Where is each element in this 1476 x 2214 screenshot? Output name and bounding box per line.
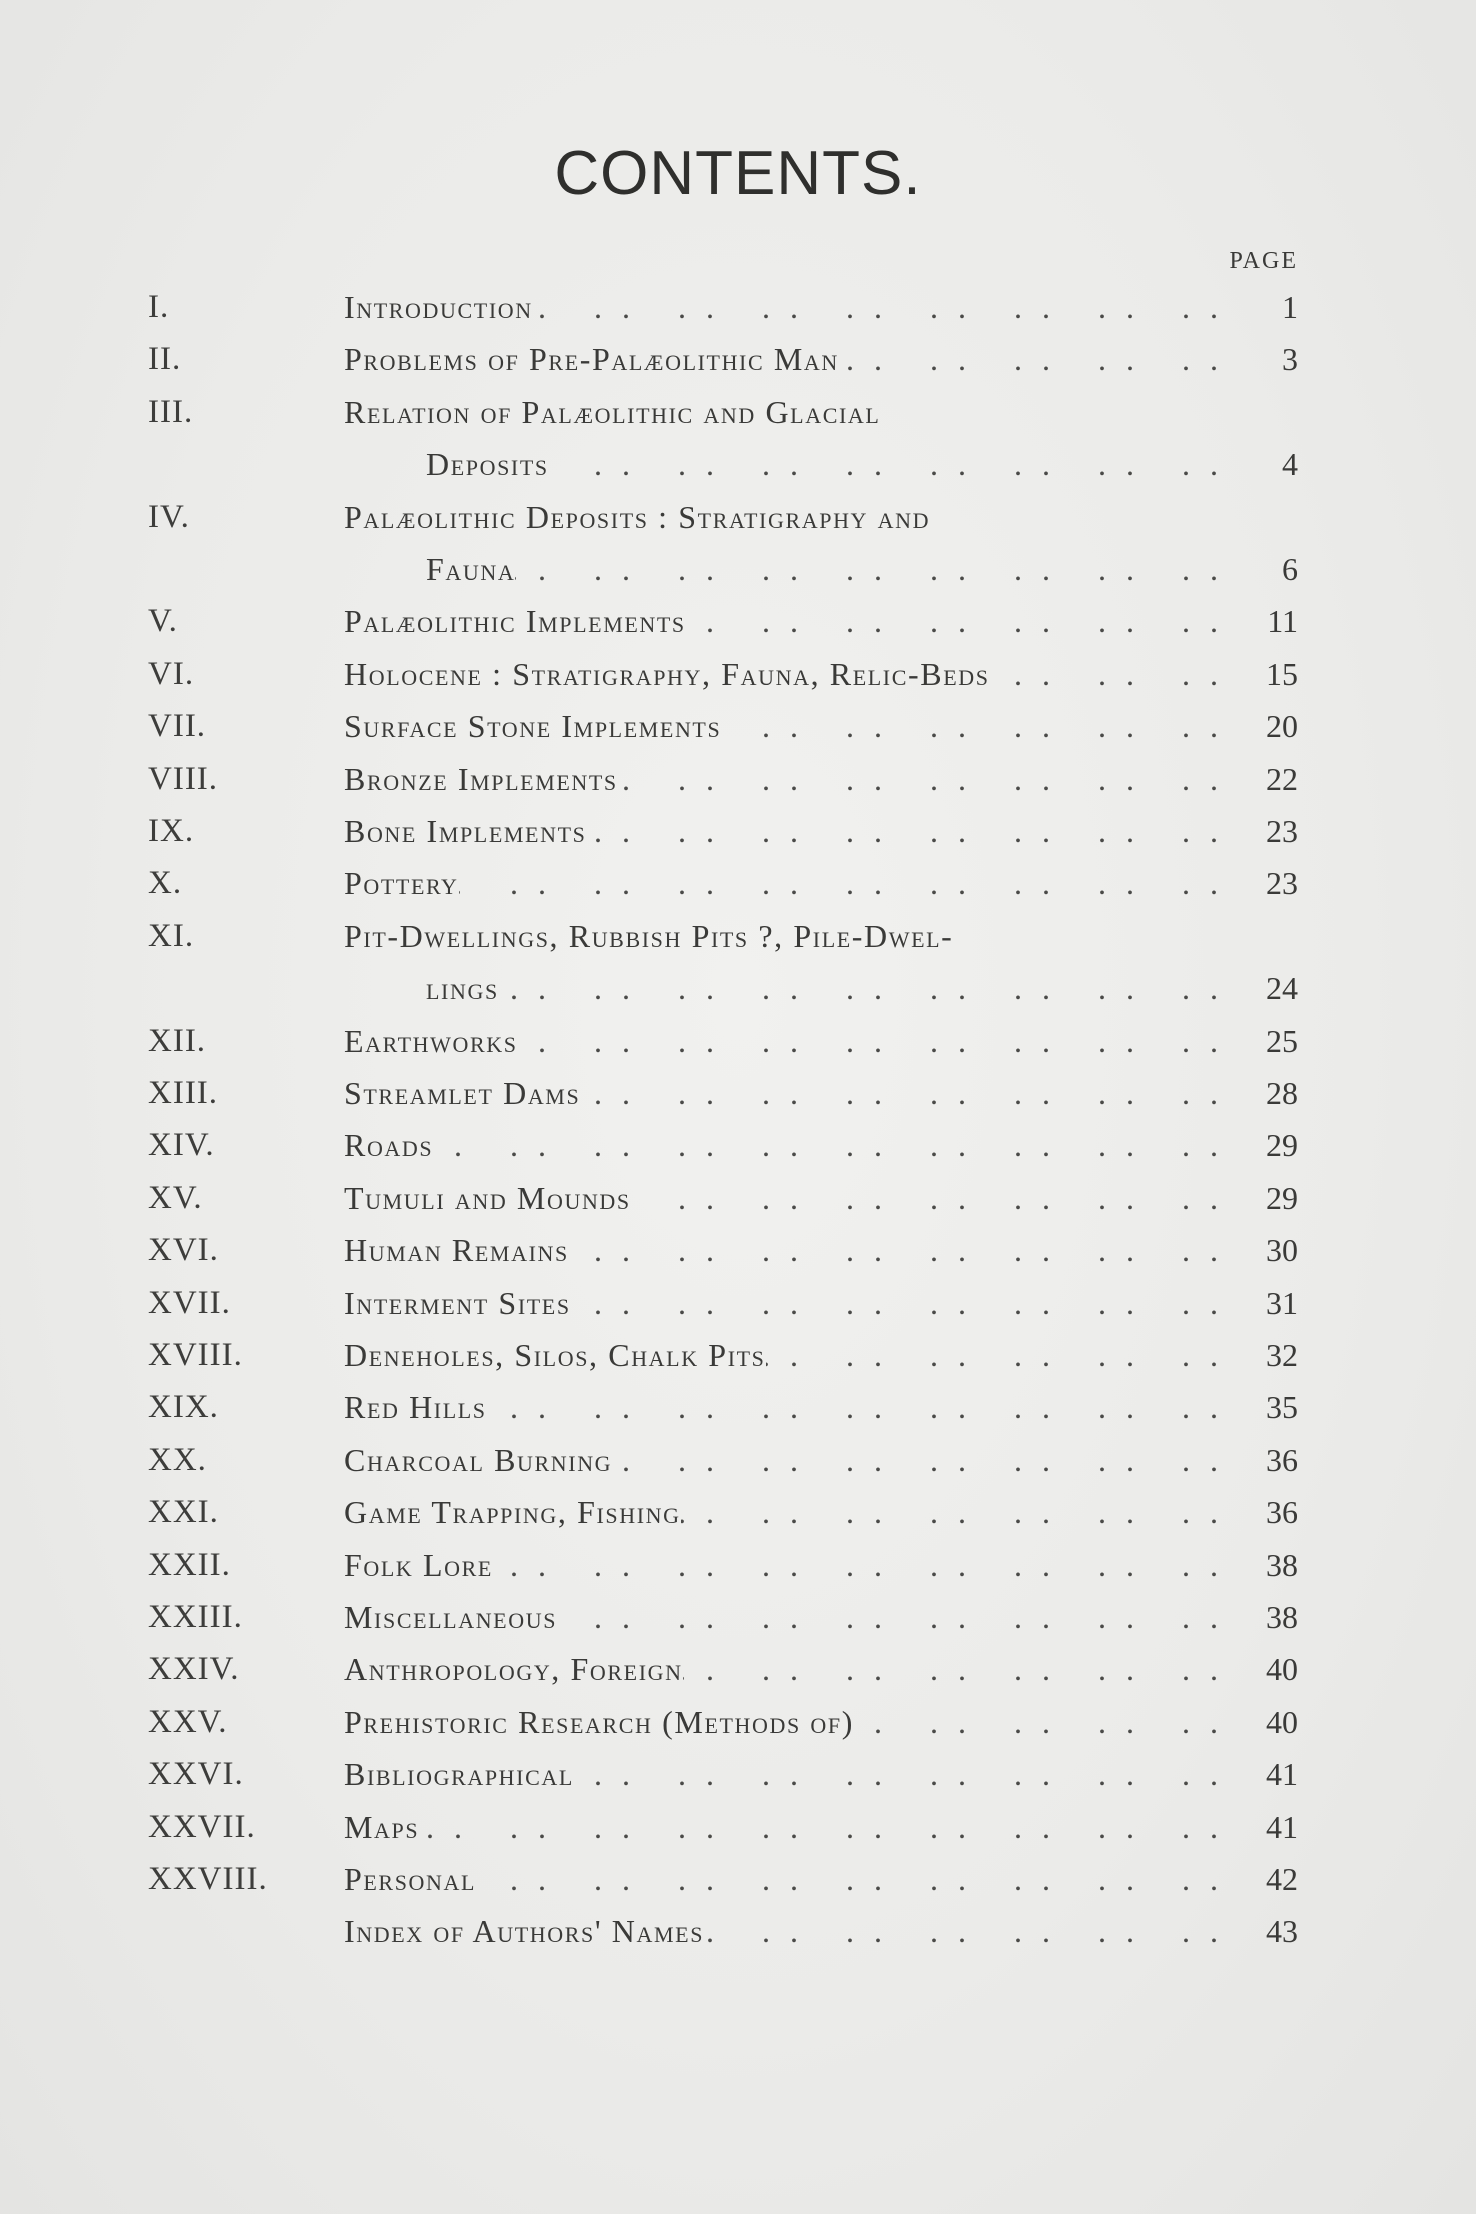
chapter-number: X. [148,865,183,902]
toc-row [0,1487,1476,1537]
page-number: 36 [1266,1494,1298,1531]
toc-row [0,1382,1476,1432]
chapter-title [344,387,1224,437]
toc-row [0,1225,1476,1275]
chapter-title-text: Red Hills [344,1389,487,1426]
chapter-title-text: Bronze Implements [344,760,618,797]
toc-row [0,701,1476,751]
toc-row [0,1016,1476,1066]
dot-leader [854,1697,1224,1747]
dot-leader [569,1225,1224,1275]
page-number: 36 [1266,1441,1298,1478]
chapter-title-text: Index of Authors' Names [344,1913,705,1950]
page-number: 41 [1266,1808,1298,1845]
dot-leader [459,858,1224,908]
page-number: 3 [1282,341,1298,378]
dot-leader [683,1644,1224,1694]
dot-leader [419,1802,1224,1852]
dot-leader [557,1592,1224,1642]
page-number: 29 [1266,1127,1298,1164]
chapter-title-text: Pottery [344,865,459,902]
dot-leader [571,1278,1224,1328]
toc-row [0,1802,1476,1852]
page-number: 4 [1282,446,1298,483]
toc-row [0,858,1476,908]
chapter-title [344,649,1224,699]
chapter-number: XXVIII. [148,1861,268,1897]
toc-row [0,1278,1476,1328]
chapter-title-text: Fauna [426,551,516,587]
chapter-title-text: lings [426,970,499,1007]
toc-row [0,387,1476,437]
chapter-title [344,334,1224,384]
chapter-title-text: Prehistoric Research (Methods of) [344,1703,855,1740]
chapter-title [344,1330,1224,1380]
dot-leader [493,1540,1224,1590]
dot-leader [681,1487,1224,1537]
page-number: 28 [1266,1075,1298,1111]
page-title: CONTENTS. [554,139,922,208]
chapter-title [344,1592,1224,1642]
toc-row [0,1330,1476,1380]
chapter-number: XXIV. [148,1651,240,1688]
page-number: 11 [1267,603,1298,640]
dot-leader [533,282,1224,332]
chapter-number: VIII. [148,760,219,797]
chapter-number: IV. [148,498,190,535]
toc-row [0,1435,1476,1485]
page-number: 20 [1266,708,1298,745]
chapter-number: V. [148,603,178,640]
chapter-title-text: Maps [344,1808,420,1845]
chapter-title-text: Holocene : Stratigraphy, Fauna, Relic-Beds [344,655,990,692]
toc-row [0,1697,1476,1747]
chapter-title-text: Deposits [426,446,549,483]
chapter-title [344,1644,1224,1694]
chapter-title [344,596,1224,646]
chapter-title-text: Game Trapping, Fishing [344,1494,681,1531]
chapter-title-text: Bibliographical [344,1756,574,1793]
chapter-number: VI. [148,655,195,692]
page-number: 23 [1266,865,1298,902]
dot-leader [487,1382,1224,1432]
chapter-title [426,963,1224,1013]
chapter-title-text: Streamlet Dams [344,1075,581,1111]
chapter-title [344,911,1224,961]
chapter-title-text: Problems of Pre-Palæolithic Man [344,341,839,378]
chapter-number: XVIII. [148,1337,243,1373]
chapter-title-text: Personal [344,1861,477,1897]
page-number: 25 [1266,1022,1298,1059]
chapter-number: XXIII. [148,1599,243,1635]
chapter-title [344,1749,1224,1799]
chapter-title [426,544,1224,594]
chapter-number: XXV. [148,1703,228,1740]
chapter-number: XX. [148,1441,207,1478]
page-number: 23 [1266,813,1298,849]
page-number: 41 [1266,1756,1298,1793]
toc-row [0,1644,1476,1694]
chapter-number: XV. [148,1179,203,1216]
chapter-title [344,754,1224,804]
chapter-title [344,1435,1224,1485]
chapter-title [344,492,1224,542]
chapter-number: XI. [148,917,195,954]
chapter-title [344,282,1224,332]
chapter-title-text: Palæolithic Implements [344,603,686,640]
dot-leader [476,1854,1224,1904]
dot-leader [839,334,1224,384]
chapter-title [426,439,1224,489]
toc-row [0,1540,1476,1590]
page-number: 1 [1282,289,1298,325]
dot-leader [518,1016,1224,1066]
dot-leader [704,1906,1224,1956]
chapter-number: XXVI. [148,1756,244,1793]
chapter-number: II. [148,341,182,378]
chapter-title [344,1225,1224,1275]
dot-leader [631,1173,1224,1223]
toc-row [0,911,1476,961]
toc-row [0,282,1476,332]
dot-leader [990,649,1224,699]
toc-row [0,544,1476,594]
dot-leader [549,439,1224,489]
chapter-title-text: Relation of Palæolithic and Glacial [344,393,881,430]
chapter-number: XVII. [148,1284,231,1321]
chapter-title [344,701,1224,751]
chapter-title [344,1278,1224,1328]
dot-leader [686,596,1224,646]
chapter-title-text: Bone Implements [344,813,587,849]
chapter-title [344,1906,1224,1956]
page-column-label: PAGE [1229,248,1298,274]
toc-row [0,806,1476,856]
toc-row [0,1592,1476,1642]
page-number: 40 [1266,1651,1298,1688]
chapter-title [344,1854,1224,1904]
page-number: 42 [1266,1861,1298,1897]
dot-leader [612,1435,1224,1485]
toc-row [0,963,1476,1013]
chapter-title-text: Folk Lore [344,1546,493,1583]
chapter-number: XXI. [148,1494,219,1531]
chapter-number: XIV. [148,1127,215,1164]
dot-leader [574,1749,1224,1799]
dot-leader [766,1330,1225,1380]
page-number: 38 [1266,1599,1298,1635]
toc-row [0,596,1476,646]
chapter-title-text: Pit-Dwellings, Rubbish Pits ?, Pile-Dwel- [344,917,954,954]
chapter-number: XXVII. [148,1808,256,1845]
chapter-number: XIII. [148,1075,219,1111]
chapter-number: I. [148,289,170,325]
page-number: 35 [1266,1389,1298,1426]
dot-leader [721,701,1224,751]
chapter-title [344,806,1224,856]
dot-leader [515,544,1224,594]
dot-leader [433,1120,1224,1170]
chapter-title [344,1068,1224,1118]
page-number: 29 [1266,1179,1298,1216]
chapter-number: IX. [148,813,195,849]
toc-row [0,754,1476,804]
chapter-number: XIX. [148,1389,219,1426]
chapter-title-text: Miscellaneous [344,1599,558,1635]
page-number: 6 [1282,551,1298,587]
chapter-title-text: Palæolithic Deposits : Stratigraphy and [344,498,931,535]
chapter-title [344,1540,1224,1590]
chapter-title [344,1016,1224,1066]
toc-row [0,1906,1476,1956]
chapter-title-text: Deneholes, Silos, Chalk Pits [344,1337,766,1373]
chapter-title-text: Introduction [344,289,533,325]
chapter-title [344,1173,1224,1223]
chapter-number: XXII. [148,1546,231,1583]
chapter-number: XII. [148,1022,207,1059]
chapter-title [344,1382,1224,1432]
chapter-title-text: Surface Stone Implements [344,708,722,745]
dot-leader [499,963,1224,1013]
chapter-number: XVI. [148,1232,219,1269]
page-number: 32 [1266,1337,1298,1373]
chapter-title-text: Earthworks [344,1022,518,1059]
chapter-number: VII. [148,708,207,745]
chapter-title-text: Interment Sites [344,1284,571,1321]
chapter-title-text: Anthropology, Foreign [344,1651,683,1688]
chapter-number: III. [148,393,194,430]
toc-row [0,1854,1476,1904]
page-number: 43 [1266,1913,1298,1950]
toc-row [0,492,1476,542]
toc-row [0,1749,1476,1799]
dot-leader [580,1068,1224,1118]
page-number: 24 [1266,970,1298,1007]
toc-row [0,1173,1476,1223]
chapter-title [344,1120,1224,1170]
chapter-title [344,1697,1224,1747]
chapter-title-text: Tumuli and Mounds [344,1179,631,1216]
dot-leader [618,754,1224,804]
page-number: 22 [1266,760,1298,797]
page-number: 31 [1266,1284,1298,1321]
toc-row [0,1068,1476,1118]
toc-row [0,1120,1476,1170]
toc-row [0,649,1476,699]
chapter-title [344,858,1224,908]
toc-row [0,334,1476,384]
page-number: 30 [1266,1232,1298,1269]
chapter-title-text: Human Remains [344,1232,569,1269]
chapter-title-text: Charcoal Burning [344,1441,613,1478]
chapter-title [344,1487,1224,1537]
page-number: 38 [1266,1546,1298,1583]
chapter-title-text: Roads [344,1127,434,1164]
toc-row [0,439,1476,489]
dot-leader [586,806,1224,856]
chapter-title [344,1802,1224,1852]
page-number: 40 [1266,1703,1298,1740]
page-number: 15 [1266,655,1298,692]
